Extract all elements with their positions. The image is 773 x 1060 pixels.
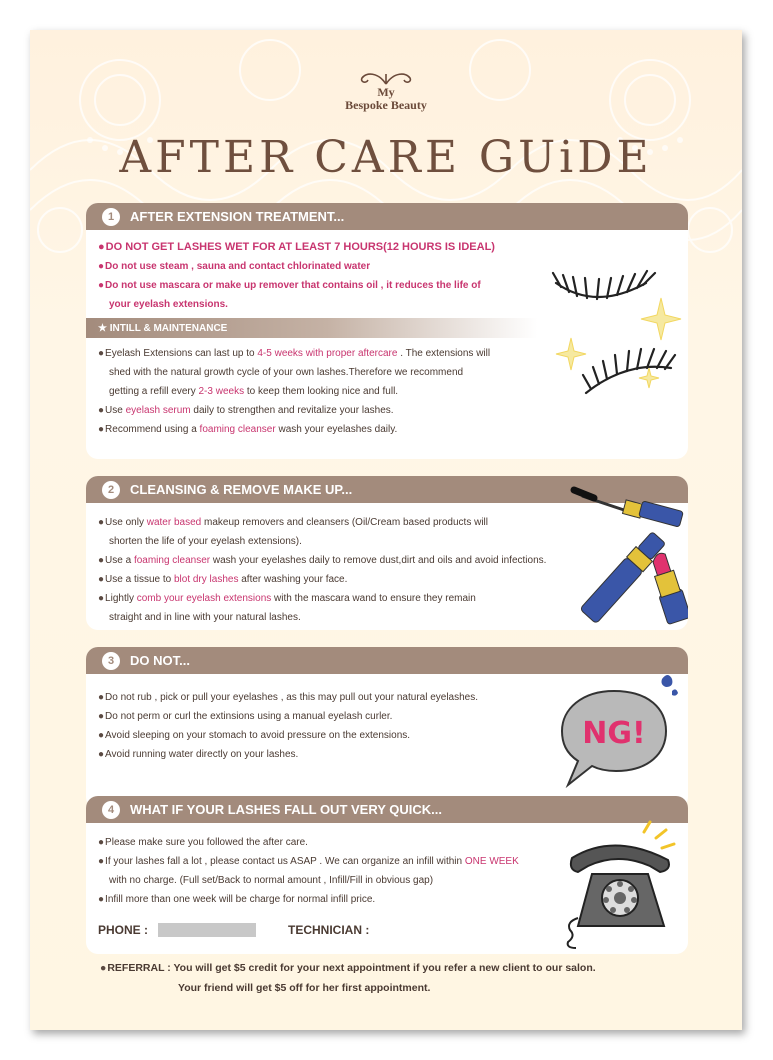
warning-item: ● DO NOT GET LASHES WET FOR AT LEAST 7 HOURS(12 HOURS IS IDEAL) [98, 238, 676, 257]
warning-item-cont: your eyelash extensions. [109, 299, 228, 310]
referral-line1: ● REFERRAL : You will get $5 credit for your next appointment if you refer a new client to our salon. [100, 958, 700, 978]
section-do-not [86, 647, 688, 809]
section-header [86, 203, 688, 230]
bubble-text: NG! [582, 716, 646, 751]
phone-redacted [158, 923, 256, 937]
fall-out-item: ● If your lashes fall a lot , please contact us ASAP . We can organize an infill within ONE WEEK [98, 852, 676, 871]
maint-item: ● Eyelash Extensions can last up to 4-5 weeks with proper aftercare . The extensions will [98, 344, 676, 363]
maint-item-cont: shed with the natural growth cycle of your own lashes.Therefore we recommend [109, 367, 464, 378]
brand-logo [30, 70, 742, 112]
warning-item: ● Do not use mascara or make up remover that contains oil , it reduces the life of [98, 276, 676, 295]
technician-label: TECHNICIAN : [288, 923, 370, 937]
section-heading: WHAT IF YOUR LASHES FALL OUT VERY QUICK... [130, 802, 443, 817]
cleansing-item: ● Lightly comb your eyelash extensions with the mascara wand to ensure they remain [98, 589, 676, 608]
aftercare-sheet [30, 30, 742, 1030]
do-not-item: ● Avoid running water directly on your lashes. [98, 745, 676, 764]
do-not-item: ● Avoid sleeping on your stomach to avoid pressure on the extensions. [98, 726, 676, 745]
referral-line2: Your friend will get $5 off for her first appointment. [178, 982, 431, 994]
eyelash-icon [541, 243, 688, 413]
section-number: 2 [102, 481, 120, 499]
section-number: 3 [102, 652, 120, 670]
cleansing-item-cont: straight and in line with your natural lashes. [109, 612, 301, 623]
maint-item-cont: getting a refill every 2-3 weeks to keep them looking nice and full. [109, 386, 399, 397]
page-title: AFTER CARE GUiDE [119, 132, 653, 183]
flourish-icon [356, 70, 416, 86]
phone-label: PHONE : [98, 923, 149, 937]
warning-item: ● Do not use steam , sauna and contact chlorinated water [98, 257, 676, 276]
maint-item: ● Recommend using a foaming cleanser wash your eyelashes daily. [98, 420, 676, 439]
speech-bubble-icon [554, 669, 679, 794]
section-number: 1 [102, 208, 120, 226]
section-heading: DO NOT... [130, 653, 190, 668]
cleansing-item: ● Use a foaming cleanser wash your eyelashes daily to remove dust,dirt and oils and avoid infections. [98, 551, 676, 570]
brand-line1: My [377, 85, 395, 99]
section-heading: CLEANSING & REMOVE MAKE UP... [130, 482, 353, 497]
section-heading: AFTER EXTENSION TREATMENT... [130, 209, 345, 224]
fall-out-item: ● Please make sure you followed the after care. [98, 833, 676, 852]
maint-item: ● Use eyelash serum daily to strengthen and revitalize your lashes. [98, 401, 676, 420]
fall-out-item-cont: with no charge. (Full set/Back to normal amount , Infill/Fill in obvious gap) [109, 875, 434, 886]
do-not-item: ● Do not perm or curl the extinsions using a manual eyelash curler. [98, 707, 676, 726]
brand-line2: Bespoke Beauty [345, 98, 427, 112]
referral-note [100, 958, 700, 998]
section-number: 4 [102, 801, 120, 819]
section-cleansing [86, 476, 688, 630]
do-not-item: ● Do not rub , pick or pull your eyelashes , as this may pull out your natural eyelashes. [98, 688, 676, 707]
cleansing-item-cont: shorten the life of your eyelash extensions). [109, 536, 302, 547]
section-lashes-fall-out [86, 796, 688, 954]
section-after-extension [86, 203, 688, 459]
fall-out-item: ● Infill more than one week will be charge for normal infill price. [98, 890, 676, 909]
mascara-icon [564, 476, 688, 626]
telephone-icon [564, 818, 686, 953]
cleansing-item: ● Use a tissue to blot dry lashes after washing your face. [98, 570, 676, 589]
cleansing-item: ● Use only water based makeup removers and cleansers (Oil/Cream based products will [98, 513, 676, 532]
subheading-intill-maintenance: ★ INTILL & MAINTENANCE [86, 318, 688, 338]
